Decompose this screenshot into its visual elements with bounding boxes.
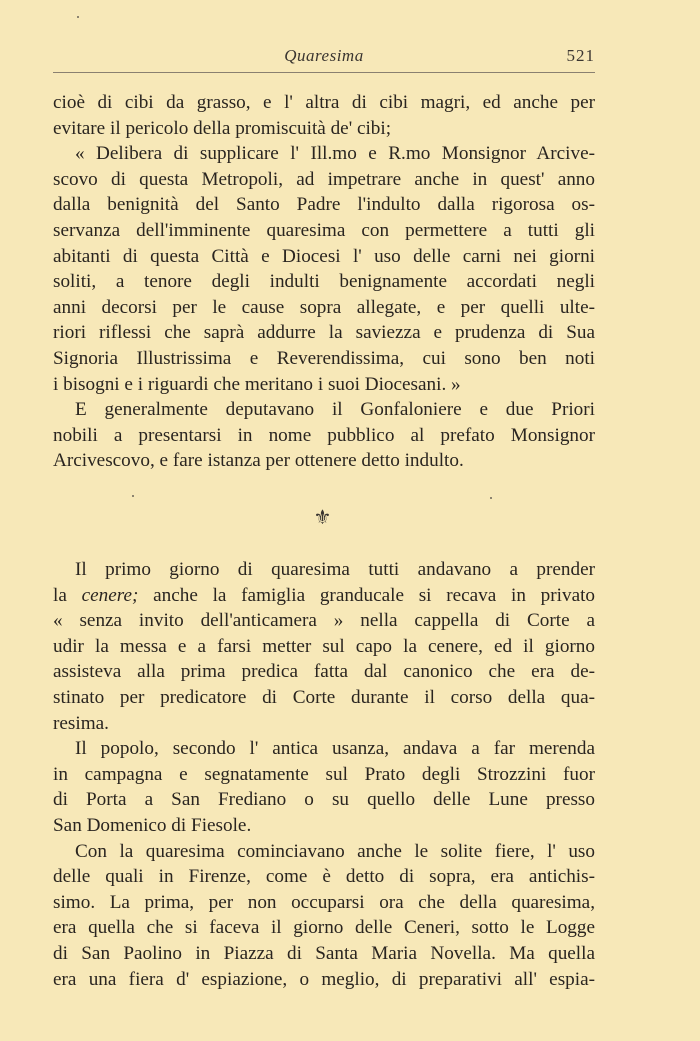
text-line: servanza dell'imminente quaresima con permettere a tutti gli (53, 219, 595, 241)
text-line: era quella che si faceva il giorno delle Ceneri, sotto le Logge (53, 917, 595, 939)
text-line: cioè di cibi da grasso, e l' altra di cibi magri, ed anche per (53, 92, 595, 113)
text-line: San Domenico di Fiesole. (53, 814, 252, 836)
text-line: anni decorsi per le cause sopra allegate, e per quelli ulte- (53, 296, 595, 318)
text-line: di Porta a San Frediano o su quello delle Lune presso (53, 789, 595, 811)
text-line: in campagna e segnatamente sul Prato degli Strozzini fuor (53, 763, 595, 785)
text-line: i bisogni e i riguardi che meritano i suoi Diocesani. » (53, 373, 461, 395)
text-line: simo. La prima, per non occuparsi ora che della quaresima, (53, 891, 595, 913)
text-line (53, 583, 595, 609)
text-line: Con la quaresima cominciavano anche le solite fiere, l' uso (75, 840, 595, 862)
text-line: nobili a presentarsi in nome pubblico al prefato Monsignor (53, 424, 595, 446)
running-title: Quaresima (284, 46, 364, 65)
text-line: dalla benignità del Santo Padre l'indulto dalla rigorosa os- (53, 194, 595, 216)
text-line: Arcivescovo, e fare istanza per ottenere detto indulto. (53, 450, 464, 472)
text-line: scovo di questa Metropoli, ad impetrare anche in quest' anno (53, 168, 595, 190)
text-line: resima. (53, 712, 109, 734)
text-fragment: la (53, 584, 67, 606)
text-line: abitanti di questa Città e Diocesi l' uso delle carni nei giorni (53, 245, 595, 267)
text-line: delle quali in Firenze, come è detto di sopra, era antichis- (53, 866, 595, 888)
page-number: 521 (566, 46, 595, 65)
text-line: udir la messa e a farsi metter sul capo la cenere, ed il giorno (53, 635, 595, 657)
text-line: era una fiera d' espiazione, o meglio, di preparativi all' espia- (53, 968, 595, 990)
text-line: Signoria Illustrissima e Reverendissima, cui sono ben noti (53, 347, 595, 369)
paper-speck (490, 497, 492, 499)
text-line: « Delibera di supplicare l' Ill.mo e R.mo Monsignor Arcive- (75, 143, 595, 165)
text-line: « senza invito dell'anticamera » nella cappella di Corte a (53, 610, 595, 632)
paper-speck (77, 16, 79, 18)
text-section-2 (53, 557, 595, 992)
text-line: di San Paolino in Piazza di Santa Maria Novella. Ma quella (53, 942, 595, 964)
text-line: soliti, a tenore degli indulti benignamente accordati negli (53, 271, 595, 293)
text-line: Il primo giorno di quaresima tutti andavano a prender (75, 559, 595, 580)
header-rule (53, 72, 595, 73)
text-line: Il popolo, secondo l' antica usanza, andava a far merenda (75, 738, 595, 760)
text-line: E generalmente deputavano il Gonfaloniere e due Priori (75, 399, 595, 421)
text-line: assisteva alla prima predica fatta dal canonico che era de- (53, 661, 595, 683)
paper-speck (132, 495, 134, 497)
italic-word: cenere; (81, 584, 139, 606)
text-line: evitare il pericolo della promiscuità de' cibi; (53, 117, 392, 139)
page-header (53, 46, 595, 74)
text-fragment: anche la famiglia granducale si recava in privato (153, 584, 596, 606)
text-section-1 (53, 90, 595, 474)
text-line: riori riflessi che saprà addurre la saviezza e prudenza di Sua (53, 322, 595, 344)
text-line: stinato per predicatore di Corte durante il corso della qua- (53, 686, 595, 708)
fleur-de-lis-ornament-icon: ⚜ (313, 507, 332, 529)
